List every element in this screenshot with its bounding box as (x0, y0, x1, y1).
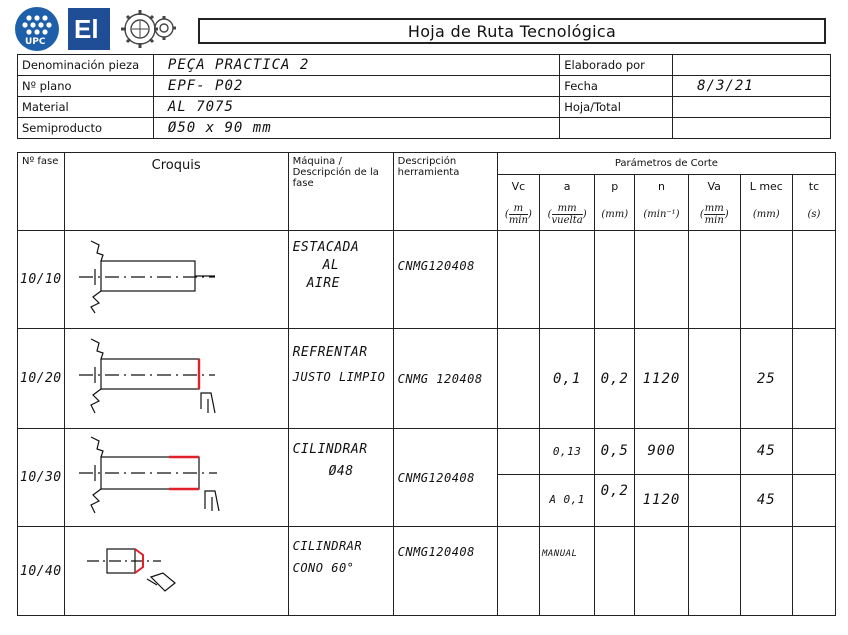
unit-tc: (s) (792, 199, 835, 231)
info-table (17, 54, 831, 139)
maquina-line: ESTACADA (292, 240, 360, 255)
va-cell[interactable] (688, 527, 740, 616)
info-row-denominacion (18, 55, 831, 76)
maquina-cell (288, 527, 393, 616)
maquina-cell (288, 231, 393, 329)
unit-a-den: vuelta (551, 214, 583, 226)
upc-logo (14, 6, 60, 52)
p-cell[interactable]: 0,2 (595, 474, 635, 526)
fase-cell: 10/30 (18, 429, 65, 527)
maquina-line: REFRENTAR (292, 345, 368, 360)
table-row (18, 527, 836, 616)
header-fase: Nº fase (18, 153, 65, 231)
croquis-sketch-10-30 (65, 429, 287, 522)
va-cell[interactable] (688, 474, 740, 526)
info-label: Semiproducto (18, 118, 154, 139)
param-a: a (539, 175, 594, 199)
maquina-line: JUSTO LIMPIO (292, 370, 386, 384)
table-row (18, 231, 836, 329)
maquina-line: CILINDRAR (292, 539, 363, 553)
info-right-value-hoja[interactable] (673, 97, 831, 118)
info-right-label: Fecha (560, 76, 673, 97)
route-header-row (18, 153, 836, 175)
maquina-line: CILINDRAR (292, 442, 368, 457)
param-vc: Vc (497, 175, 539, 199)
maquina-line: Ø48 (328, 464, 354, 479)
header-croquis: Croquis (64, 153, 288, 231)
param-va: Va (688, 175, 740, 199)
info-value-plano[interactable]: EPF- P02 (153, 76, 559, 97)
info-right-label (560, 118, 673, 139)
tc-cell[interactable] (792, 527, 835, 616)
lmec-cell[interactable]: 45 (740, 429, 792, 475)
info-row-plano (18, 76, 831, 97)
n-cell[interactable]: 900 (635, 429, 689, 475)
fase-cell: 10/20 (18, 329, 65, 429)
fase-cell: 10/40 (18, 527, 65, 616)
info-label: Material (18, 97, 154, 118)
herramienta-cell: CNMG120408 (393, 231, 497, 329)
lmec-cell[interactable]: 25 (740, 329, 792, 429)
unit-lmec: (mm) (740, 199, 792, 231)
document-title: Hoja de Ruta Tecnológica (198, 18, 826, 44)
vc-cell[interactable] (497, 329, 539, 429)
unit-n: (min⁻¹) (635, 199, 689, 231)
p-cell[interactable] (595, 527, 635, 616)
unit-vc: ( $\frac{m}{\min}$ ) (497, 199, 539, 231)
maquina-line: AIRE (306, 276, 340, 291)
tc-cell[interactable] (792, 329, 835, 429)
upc-logo-text: UPC (25, 37, 46, 47)
info-right-value-fecha[interactable]: 8/3/21 (673, 76, 831, 97)
unit-vc-den: min (508, 214, 528, 226)
p-cell[interactable]: 0,5 (595, 429, 635, 475)
va-cell[interactable] (688, 429, 740, 475)
va-cell[interactable] (688, 231, 740, 329)
n-cell[interactable] (635, 231, 689, 329)
header-herramienta: Descripción herramienta (393, 153, 497, 231)
info-right-value-empty[interactable] (673, 118, 831, 139)
n-cell[interactable] (635, 527, 689, 616)
croquis-cell (64, 429, 288, 527)
unit-va: ( $\frac{mm}{\min}$ ) (688, 199, 740, 231)
a-cell[interactable]: 0,1 (539, 329, 594, 429)
herramienta-cell: CNMG 120408 (393, 329, 497, 429)
info-row-semiproducto (18, 118, 831, 139)
header-maquina: Máquina / Descripción de la fase (288, 153, 393, 231)
maquina-line: CONO 60° (292, 561, 355, 575)
n-cell[interactable]: 1120 (635, 474, 689, 526)
p-cell[interactable]: 0,2 (595, 329, 635, 429)
a-cell[interactable]: 0,13 (539, 429, 594, 475)
maquina-cell (288, 329, 393, 429)
gear-emblem-logo (118, 6, 182, 52)
tc-cell[interactable] (792, 474, 835, 526)
unit-a-num: mm (552, 203, 583, 215)
el-logo (68, 8, 110, 50)
croquis-sketch-10-20 (65, 329, 287, 424)
a-cell[interactable]: MANUAL (539, 527, 594, 616)
herramienta-cell: CNMG120408 (393, 429, 497, 527)
header-parametros: Parámetros de Corte (497, 153, 835, 175)
unit-va-den: min (704, 214, 724, 226)
info-label: Denominación pieza (18, 55, 154, 76)
param-n: n (635, 175, 689, 199)
vc-cell[interactable] (497, 474, 539, 526)
param-lmec: L mec (740, 175, 792, 199)
croquis-sketch-10-10 (65, 231, 287, 324)
gear-emblem-icon (118, 6, 182, 52)
route-table (17, 152, 836, 616)
info-value-denominacion[interactable]: PEÇA PRACTICA 2 (153, 55, 559, 76)
info-value-material[interactable]: AL 7075 (153, 97, 559, 118)
unit-vc-num: m (509, 203, 528, 215)
maquina-cell (288, 429, 393, 527)
info-right-label: Hoja/Total (560, 97, 673, 118)
unit-p: (mm) (595, 199, 635, 231)
croquis-cell (64, 527, 288, 616)
croquis-sketch-10-40 (65, 527, 287, 611)
info-right-label: Elaborado por (560, 55, 673, 76)
tc-cell[interactable] (792, 429, 835, 475)
croquis-cell (64, 231, 288, 329)
maquina-line: AL (322, 258, 340, 273)
vc-cell[interactable] (497, 527, 539, 616)
a-cell[interactable]: A 0,1 (539, 474, 594, 526)
info-right-value-elaborado[interactable] (673, 55, 831, 76)
p-cell[interactable] (595, 231, 635, 329)
tc-cell[interactable] (792, 231, 835, 329)
n-cell[interactable]: 1120 (635, 329, 689, 429)
table-row (18, 429, 836, 475)
param-p: p (595, 175, 635, 199)
lmec-cell[interactable] (740, 231, 792, 329)
fase-cell: 10/10 (18, 231, 65, 329)
param-tc: tc (792, 175, 835, 199)
info-value-semiproducto[interactable]: Ø50 x 90 mm (153, 118, 559, 139)
croquis-cell (64, 329, 288, 429)
vc-cell[interactable] (497, 231, 539, 329)
vc-cell[interactable] (497, 429, 539, 475)
lmec-cell[interactable]: 45 (740, 474, 792, 526)
lmec-cell[interactable] (740, 527, 792, 616)
unit-a: ( $\frac{mm}{\text{vuelta}}$ ) (539, 199, 594, 231)
info-label: Nº plano (18, 76, 154, 97)
a-cell[interactable] (539, 231, 594, 329)
info-row-material (18, 97, 831, 118)
table-row (18, 329, 836, 429)
va-cell[interactable] (688, 329, 740, 429)
unit-va-num: mm (704, 202, 724, 214)
el-logo-text: El (74, 14, 99, 44)
herramienta-cell: CNMG120408 (393, 527, 497, 616)
